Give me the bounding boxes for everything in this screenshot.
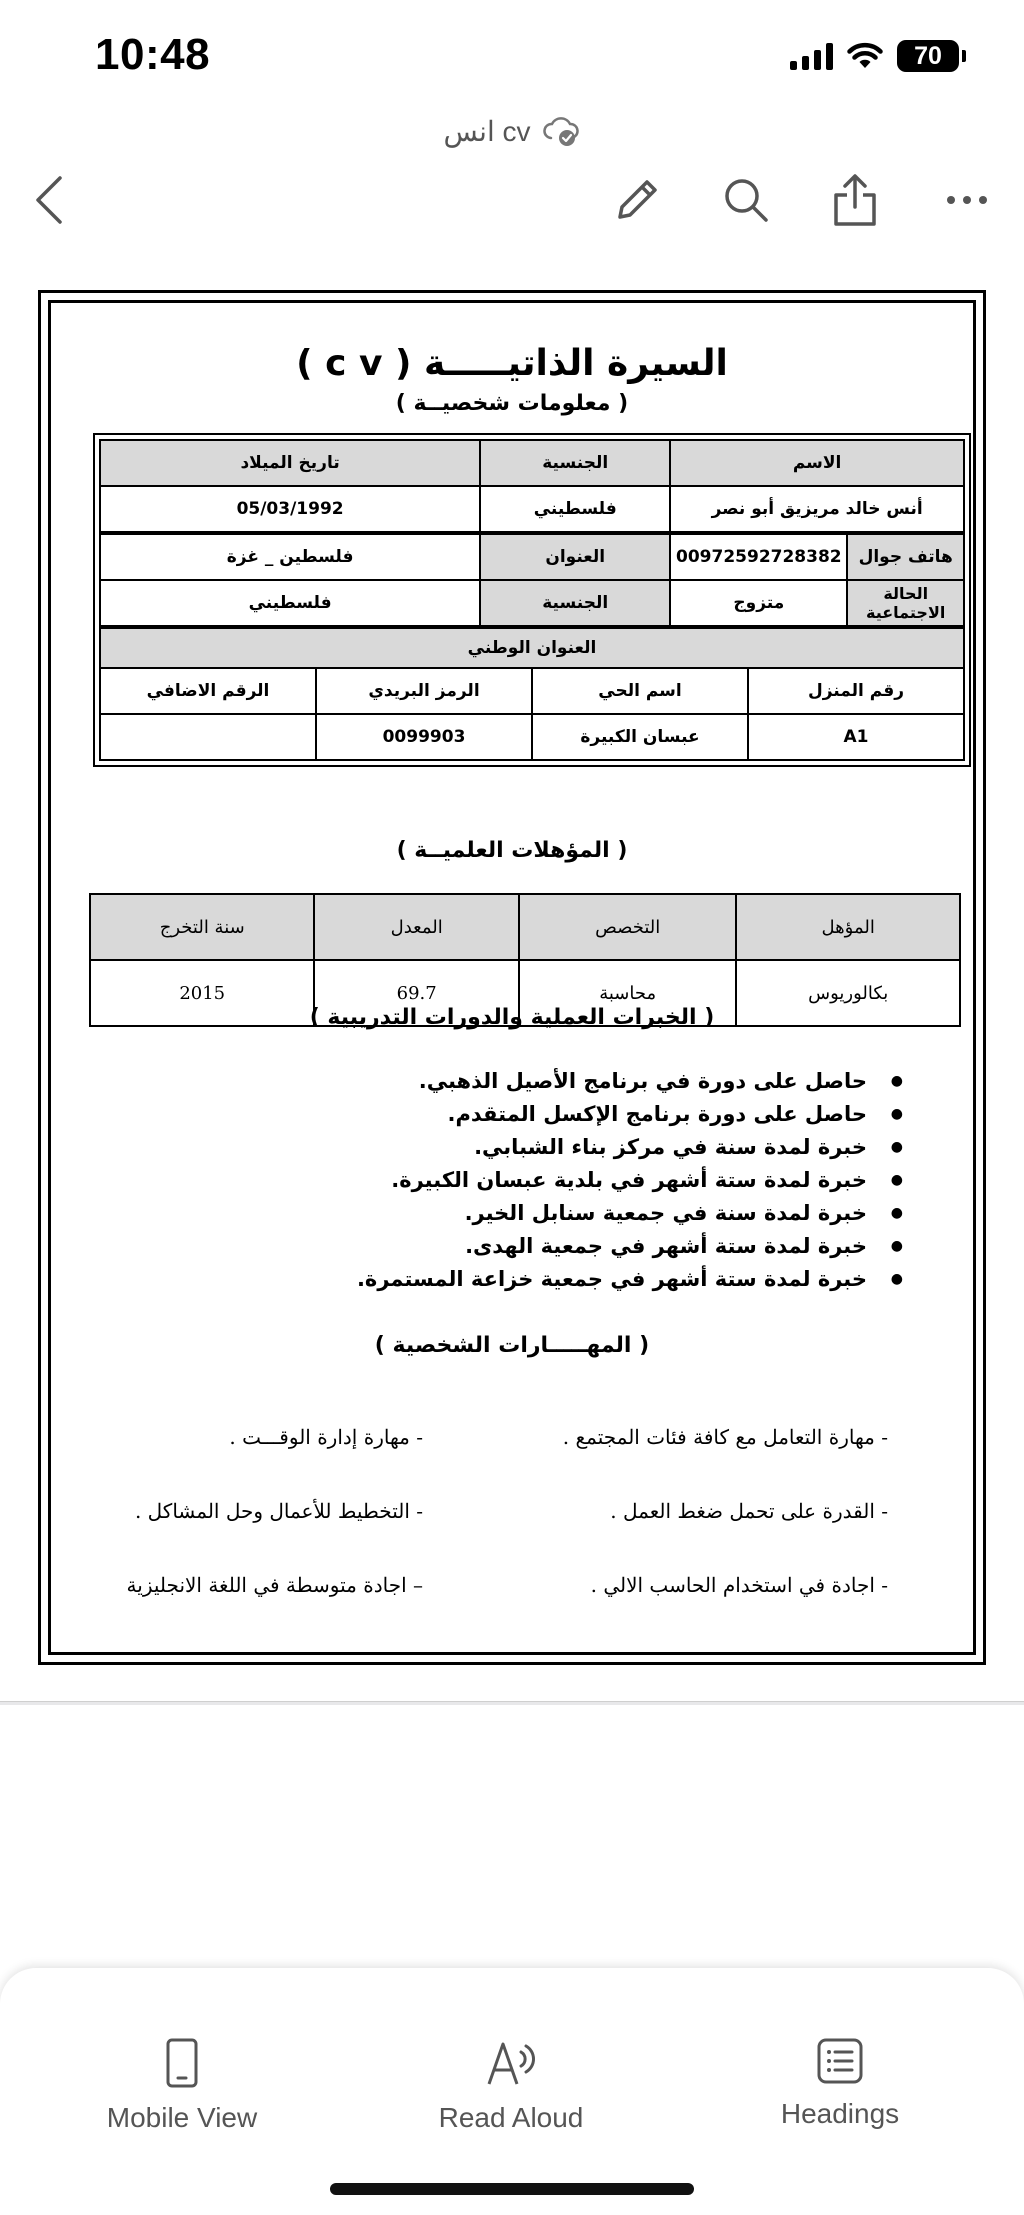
share-button[interactable] xyxy=(820,165,890,235)
read-aloud-icon xyxy=(485,2038,537,2088)
nationality-label-2: الجنسية xyxy=(480,580,670,626)
more-icon xyxy=(945,194,989,206)
edit-button[interactable] xyxy=(602,165,672,235)
cloud-synced-icon xyxy=(541,114,581,148)
name-label: الاسم xyxy=(670,440,964,486)
mobile-label: هاتف جوال xyxy=(847,534,964,580)
status-time: 10:48 xyxy=(95,30,211,79)
back-icon xyxy=(34,175,64,225)
education-header: سنة التخرج xyxy=(90,894,314,960)
read-aloud-label: Read Aloud xyxy=(438,2102,584,2133)
extra-number-value xyxy=(100,714,316,760)
marital-status-label: الحالة الاجتماعية xyxy=(847,580,964,626)
skill-item: - مهارة إدارة الوقـــت . xyxy=(229,1425,423,1449)
birthdate-value: 05/03/1992 xyxy=(100,486,480,532)
education-cell: 69.7 xyxy=(314,960,518,1026)
name-value: أنس خالد مريزيق أبو نصر xyxy=(670,486,964,532)
headings-label: Headings xyxy=(780,2098,900,2129)
district-value: عبسان الكبيرة xyxy=(532,714,748,760)
education-header: التخصص xyxy=(519,894,737,960)
wifi-icon xyxy=(847,42,883,70)
back-button[interactable] xyxy=(14,165,84,235)
status-icons xyxy=(790,40,959,72)
search-button[interactable] xyxy=(711,165,781,235)
education-header: المعدل xyxy=(314,894,518,960)
mobile-view-button[interactable] xyxy=(52,2038,312,2148)
skill-item: - مهارة التعامل مع كافة فئات المجتمع . xyxy=(562,1425,888,1449)
personal-info-heading: ( معلومات شخصيــة ) xyxy=(395,391,629,416)
personal-info-table xyxy=(93,433,971,767)
status-bar xyxy=(0,0,1024,110)
education-cell: بكالوريوس xyxy=(736,960,960,1026)
education-cell: محاسبة xyxy=(519,960,737,1026)
postal-code-value: 0099903 xyxy=(316,714,532,760)
district-label: اسم الحي xyxy=(532,668,748,714)
skill-item: - التخطيط للأعمال وحل المشاكل . xyxy=(134,1499,423,1523)
house-number-label: رقم المنزل xyxy=(748,668,964,714)
battery-icon: 70 xyxy=(897,40,959,72)
education-header: المؤهل xyxy=(736,894,960,960)
document-page xyxy=(0,250,1024,1702)
birthdate-label: تاريخ الميلاد xyxy=(100,440,480,486)
cellular-signal-icon xyxy=(790,42,833,70)
mobile-phone-icon xyxy=(165,2038,199,2088)
pencil-icon xyxy=(612,175,662,225)
read-aloud-button[interactable] xyxy=(381,2038,641,2148)
list-item: ● حاصل على دورة في برنامج الأصيل الذهبي. xyxy=(357,1065,903,1098)
list-item: ● حاصل على دورة برنامج الإكسل المتقدم. xyxy=(357,1098,903,1131)
nationality-label: الجنسية xyxy=(480,440,670,486)
list-item: ● خبرة لمدة ستة أشهر في بلدية عبسان الكبيرة. xyxy=(357,1164,903,1197)
share-icon xyxy=(830,173,880,227)
cv-title: السيرة الذاتيـــــة ( c v ) xyxy=(296,343,728,384)
mobile-value: 00972592728382 xyxy=(670,534,847,580)
headings-button[interactable] xyxy=(710,2038,970,2148)
experience-list xyxy=(357,1065,903,1296)
address-value: فلسطين _ غزة xyxy=(100,534,480,580)
home-indicator[interactable] xyxy=(330,2183,694,2195)
search-icon xyxy=(721,175,771,225)
skill-item: – اجادة متوسطة في اللغة الانجليزية xyxy=(126,1573,423,1597)
more-button[interactable] xyxy=(932,165,1002,235)
skills-heading: ( المهـــــارات الشخصية ) xyxy=(374,1333,650,1358)
toolbar xyxy=(0,165,1024,235)
extra-number-label: الرقم الاضافي xyxy=(100,668,316,714)
page-content xyxy=(48,300,976,1655)
page-border xyxy=(38,290,986,1665)
skill-item: - القدرة على تحمل ضغط العمل . xyxy=(610,1499,888,1523)
list-item: ● خبرة لمدة سنة في جمعية سنابل الخير. xyxy=(357,1197,903,1230)
list-item: ● خبرة لمدة سنة في مركز بناء الشبابي. xyxy=(357,1131,903,1164)
document-viewer[interactable] xyxy=(0,250,1024,1705)
headings-list-icon xyxy=(817,2038,863,2084)
mobile-view-label: Mobile View xyxy=(106,2102,258,2133)
skill-item: - اجادة في استخدام الحاسب الالي . xyxy=(590,1573,888,1597)
education-heading: ( المؤهلات العلميــة ) xyxy=(396,838,628,863)
bottom-action-bar xyxy=(0,1968,1024,2215)
house-number-value: A1 xyxy=(748,714,964,760)
document-title[interactable]: انس cv xyxy=(443,115,531,147)
list-item: ● خبرة لمدة ستة أشهر في جمعية خزاعة المستمرة. xyxy=(357,1263,903,1296)
nationality-value: فلسطيني xyxy=(480,486,670,532)
experience-heading: ( الخبرات العملية والدورات التدريبية ) xyxy=(309,1005,715,1030)
marital-status-value: متزوج xyxy=(670,580,847,626)
postal-code-label: الرمز البريدي xyxy=(316,668,532,714)
education-cell: 2015 xyxy=(90,960,314,1026)
list-item: ● خبرة لمدة ستة أشهر في جمعية الهدى. xyxy=(357,1230,903,1263)
national-address-label: العنوان الوطني xyxy=(100,628,964,668)
nationality-value-2: فلسطيني xyxy=(100,580,480,626)
address-label: العنوان xyxy=(480,534,670,580)
document-title-row[interactable] xyxy=(0,114,1024,148)
